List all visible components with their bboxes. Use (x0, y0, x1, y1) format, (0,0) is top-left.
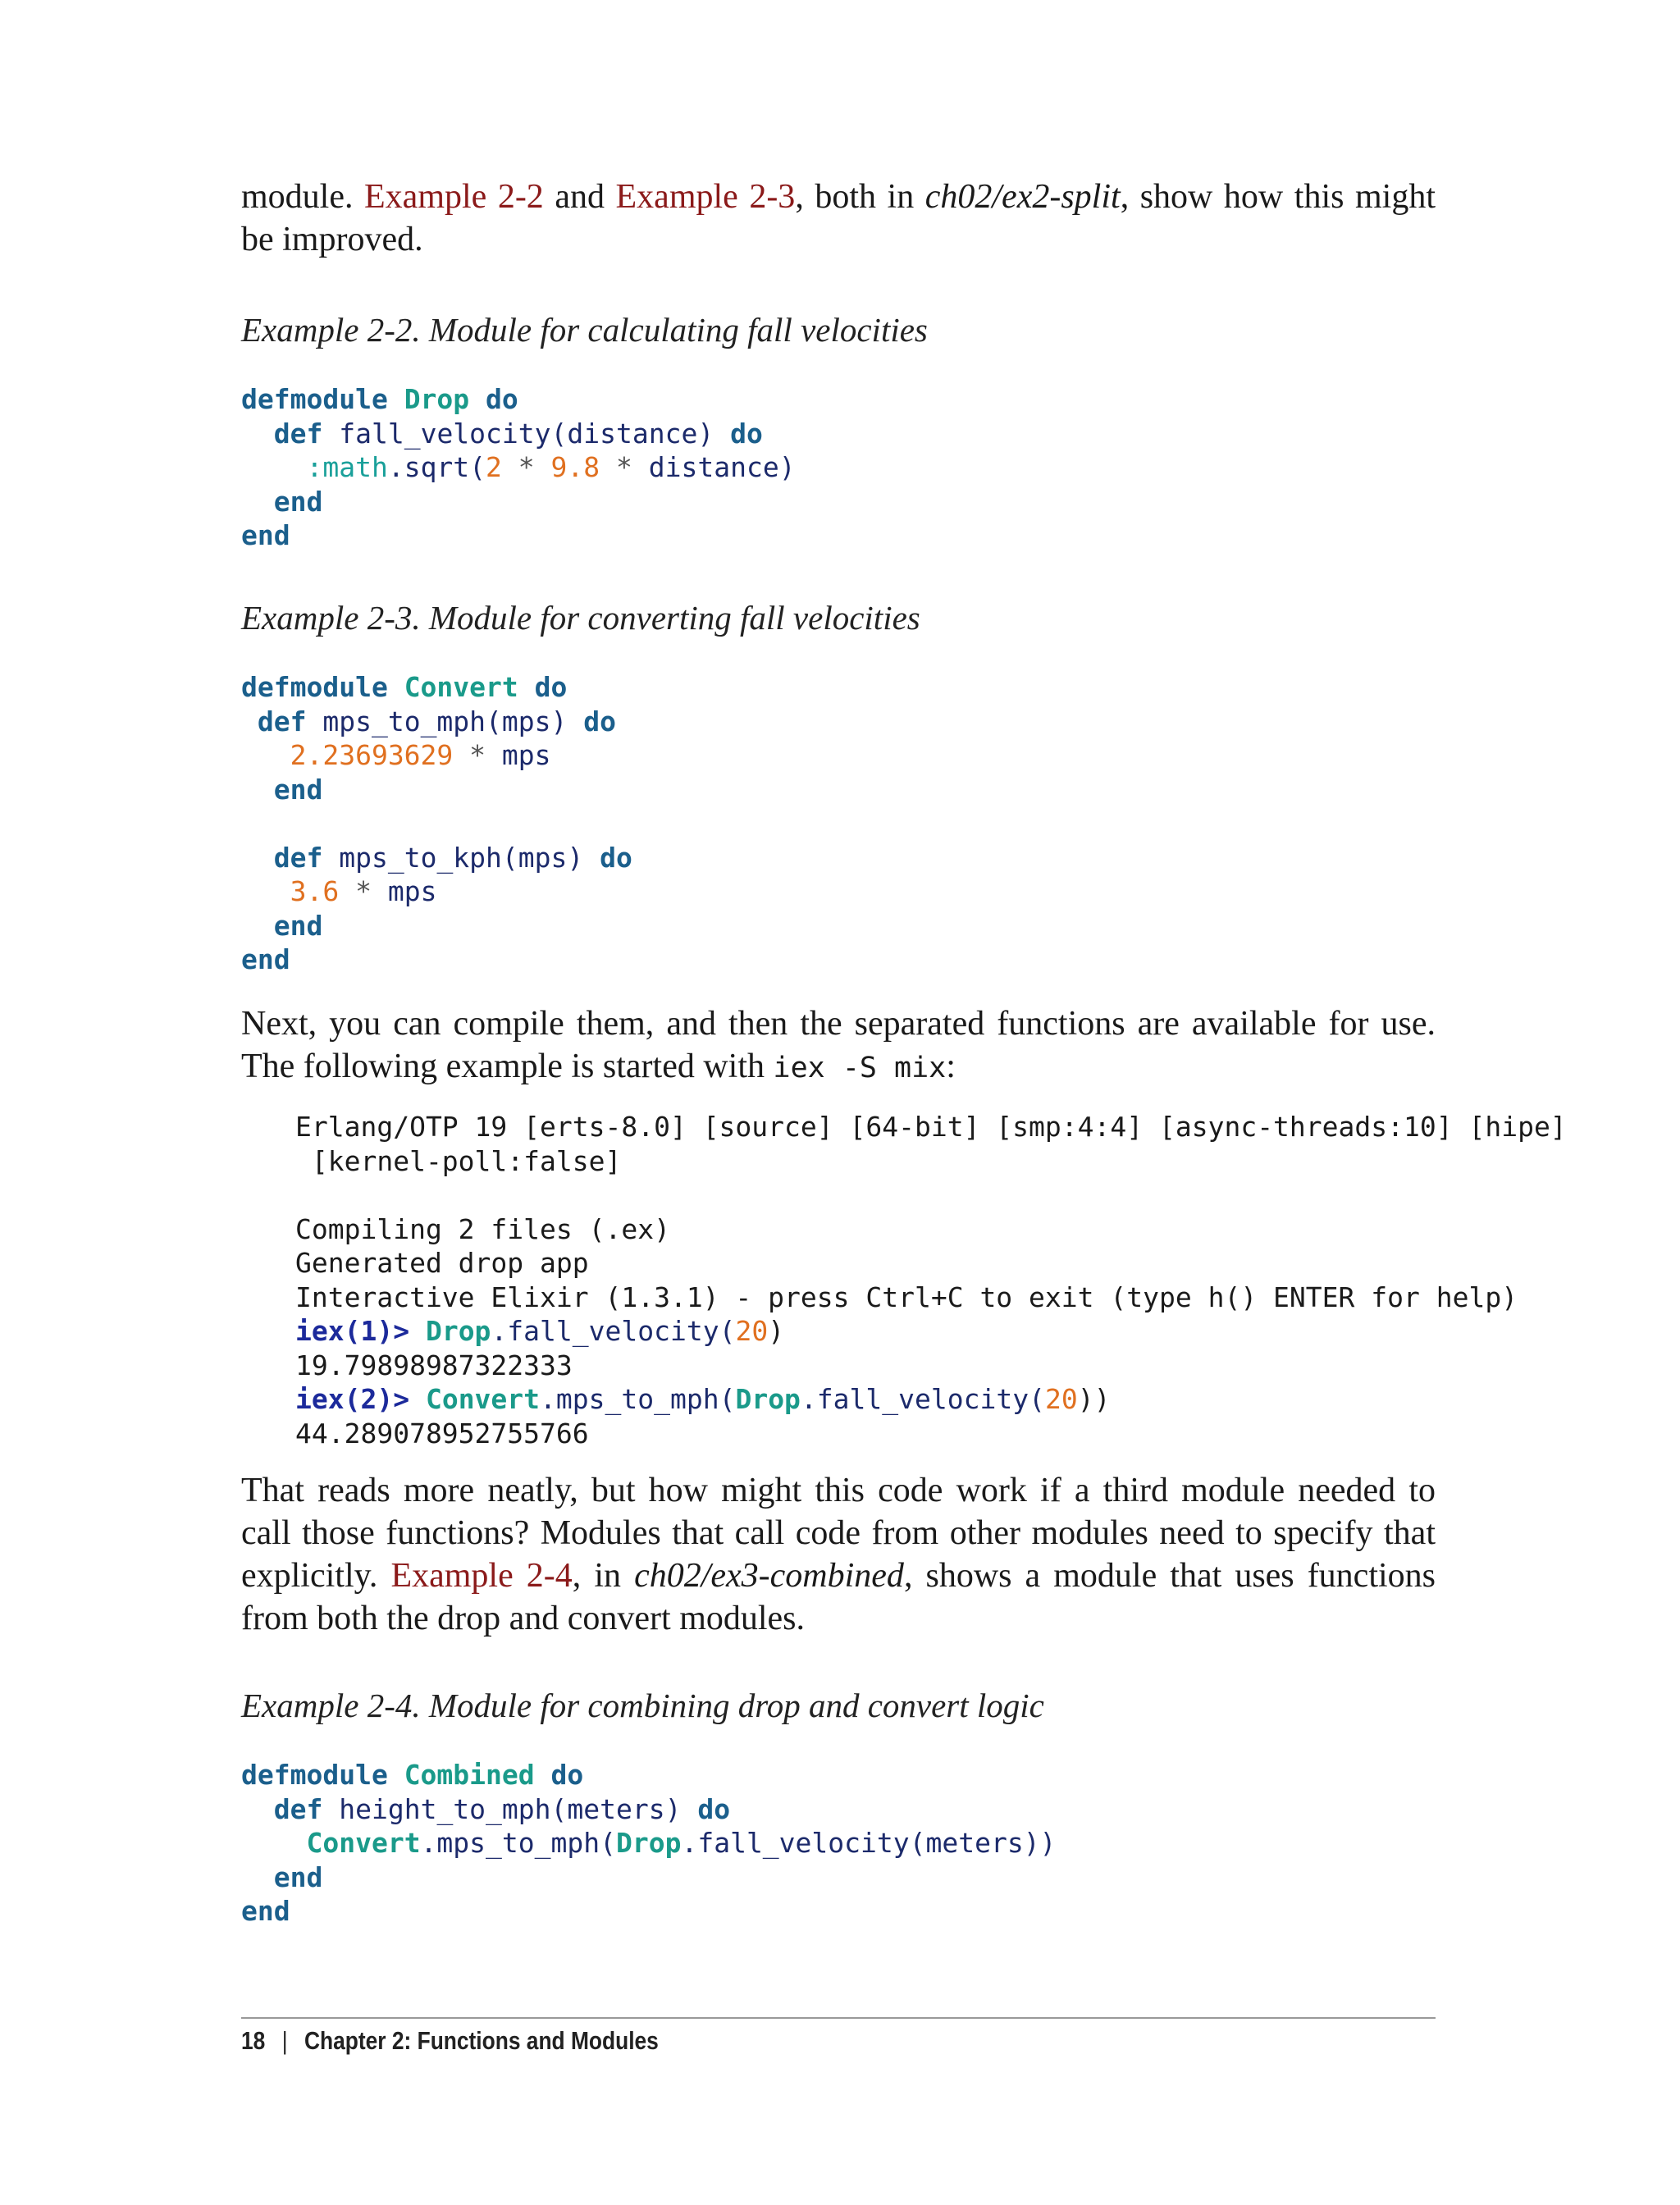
intro-paragraph (241, 176, 1436, 261)
code-line: end (241, 1895, 290, 1927)
code-line: def mps_to_mph(mps) do (257, 705, 616, 737)
combine-line-4: from both the drop and convert modules. (241, 1600, 806, 1637)
chapter-title: Chapter 2: Functions and Modules (304, 2026, 659, 2055)
shell-line: iex(2)> Convert.mps_to_mph(Drop.fall_velocity(20)) (295, 1383, 1111, 1415)
intro-line-1: module. Example 2-2 and Example 2-3, both in ch02/ex2-split, show how this might (241, 178, 1436, 216)
shell-line: 19.79898987322333 (295, 1349, 573, 1381)
shell-line: Compiling 2 files (.ex) (295, 1212, 670, 1245)
page-footer (241, 2025, 659, 2057)
code-line: def mps_to_kph(mps) do (273, 841, 632, 874)
code-line: end (273, 485, 323, 518)
code-line: Convert.mps_to_mph(Drop.fall_velocity(meters)) (306, 1827, 1057, 1859)
shell-line (295, 1178, 1567, 1212)
inline-code-iex: iex -S mix (773, 1052, 947, 1084)
path-ex3-combined: ch02/ex3-combined (634, 1557, 904, 1595)
code-line (241, 806, 632, 841)
combine-line-3: explicitly. Example 2-4, in ch02/ex3-combined, shows a module that uses functions (241, 1557, 1436, 1595)
page-number: 18 (241, 2026, 266, 2055)
code-example-2-2 (241, 382, 796, 553)
code-line: :math.sqrt(2 * 9.8 * distance) (306, 451, 796, 483)
compile-line-1: Next, you can compile them, and then the separated functions are available for use. (241, 1005, 1436, 1043)
code-line: defmodule Drop do (241, 383, 518, 415)
iex-session (295, 1110, 1567, 1450)
combine-line-2: call those functions? Modules that call code from other modules need to specify that (241, 1514, 1436, 1552)
code-example-2-4 (241, 1758, 1056, 1929)
combine-paragraph (241, 1469, 1436, 1640)
code-line: end (241, 943, 290, 975)
code-line: defmodule Combined do (241, 1759, 584, 1791)
code-example-2-3 (241, 670, 632, 977)
code-line: 3.6 * mps (290, 875, 437, 907)
shell-line: Interactive Elixir (1.3.1) - press Ctrl+C to exit (type h() ENTER for help) (295, 1281, 1518, 1313)
shell-line: iex(1)> Drop.fall_velocity(20) (295, 1315, 785, 1347)
code-line: defmodule Convert do (241, 671, 568, 703)
footer-divider (241, 2017, 1436, 2019)
code-line: end (273, 773, 323, 806)
combine-line-1: That reads more neatly, but how might this code work if a third module needed to (241, 1472, 1436, 1509)
compile-paragraph (241, 1002, 1436, 1089)
code-line: 2.23693629 * mps (290, 739, 551, 771)
code-line: def height_to_mph(meters) do (273, 1792, 731, 1825)
shell-line: Generated drop app (295, 1247, 589, 1279)
compile-line-2: The following example is started with iex -S mix: (241, 1048, 956, 1085)
intro-line-2: be improved. (241, 221, 423, 258)
xref-example-2-3[interactable]: Example 2-3 (615, 178, 796, 216)
xref-example-2-4[interactable]: Example 2-4 (390, 1557, 573, 1595)
code-line: end (273, 1860, 323, 1893)
shell-line: 44.289078952755766 (295, 1417, 589, 1449)
shell-line: [kernel-poll:false] (295, 1144, 622, 1177)
path-ex2-split: ch02/ex2-split (924, 178, 1121, 216)
caption-example-2-2: Example 2-2. Module for calculating fall velocities (241, 311, 928, 349)
caption-example-2-3: Example 2-3. Module for converting fall velocities (241, 599, 920, 637)
footer-separator: | (281, 2026, 288, 2055)
code-line: end (273, 909, 323, 942)
shell-line: Erlang/OTP 19 [erts-8.0] [source] [64-bit] [smp:4:4] [async-threads:10] [hipe] (295, 1111, 1567, 1143)
caption-example-2-4: Example 2-4. Module for combining drop and convert logic (241, 1687, 1044, 1724)
code-line: def fall_velocity(distance) do (273, 417, 763, 450)
code-line: end (241, 519, 290, 551)
xref-example-2-2[interactable]: Example 2-2 (364, 178, 544, 216)
